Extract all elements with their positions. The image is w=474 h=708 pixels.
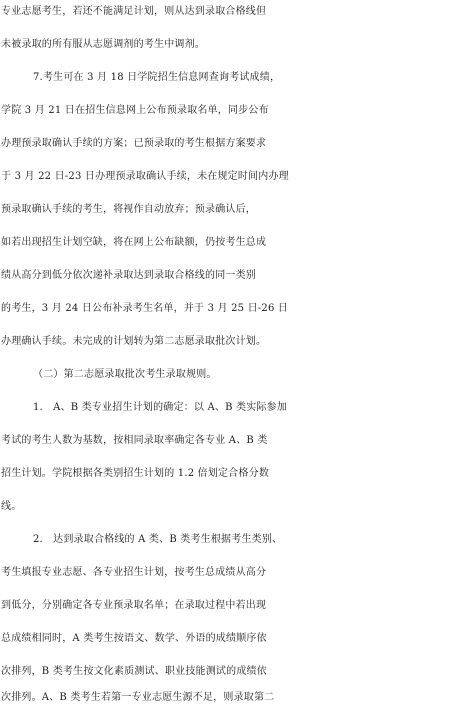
text-line-3: 7.考生可在 3 月 18 日学院招生信息网查询考试成绩，: [33, 72, 281, 83]
text-line-15: 招生计划。学院根据各类别招生计划的 1.2 倍划定合格分数: [1, 468, 270, 479]
text-line-16: 线。: [1, 501, 22, 512]
text-line-19: 到低分，分别确定各专业预录取名单；在录取过程中若出现: [1, 600, 267, 611]
text-line-8: 如若出现招生计划空缺，将在网上公布缺额，仍按考生总成: [1, 237, 267, 248]
text-line-20: 总成绩相同时，A 类考生按语文、数学、外语的成绩顺序依: [1, 633, 267, 644]
text-line-9: 绩从高分到低分依次递补录取达到录取合格线的同一类别: [1, 270, 256, 281]
text-line-11: 办理确认手续。未完成的计划转为第二志愿录取批次计划。: [1, 336, 267, 347]
text-line-17: 2. 达到录取合格线的 A 类、B 类考生根据考生类别、: [33, 534, 283, 545]
text-line-10: 的考生，3 月 24 日公布补录考生名单，并于 3 月 25 日-26 日: [1, 303, 289, 314]
text-line-21: 次排列，B 类考生按文化素质测试、职业技能测试的成绩依: [1, 666, 267, 677]
text-line-2: 未被录取的所有服从志愿调剂的考生中调剂。: [1, 39, 205, 50]
text-line-18: 考生填报专业志愿、各专业招生计划，按考生总成绩从高分: [1, 567, 267, 578]
text-line-7: 预录取确认手续的考生，将视作自动放弃；预录确认后，: [1, 204, 256, 215]
text-line-5: 办理预录取确认手续的方案；已预录取的考生根据方案要求: [1, 138, 267, 149]
text-line-6: 于 3 月 22 日-23 日办理预录取确认手续，未在规定时间内办理: [1, 171, 289, 182]
text-line-22: 次排列。A、B 类考生若第一专业志愿生源不足，则录取第二: [1, 692, 275, 703]
section-heading: （二）第二志愿录取批次考生录取规则。: [33, 369, 217, 380]
text-line-4: 学院 3 月 21 日在招生信息网上公布预录取名单，同步公布: [1, 105, 269, 116]
text-line-14: 考试的考生人数为基数，按相同录取率确定各专业 A、B 类: [1, 435, 268, 446]
text-line-13: 1. A、B 类专业招生计划的确定：以 A、B 类实际参加: [33, 402, 288, 413]
text-line-1: 专业志愿考生，若还不能满足计划，则从达到录取合格线但: [1, 6, 267, 17]
